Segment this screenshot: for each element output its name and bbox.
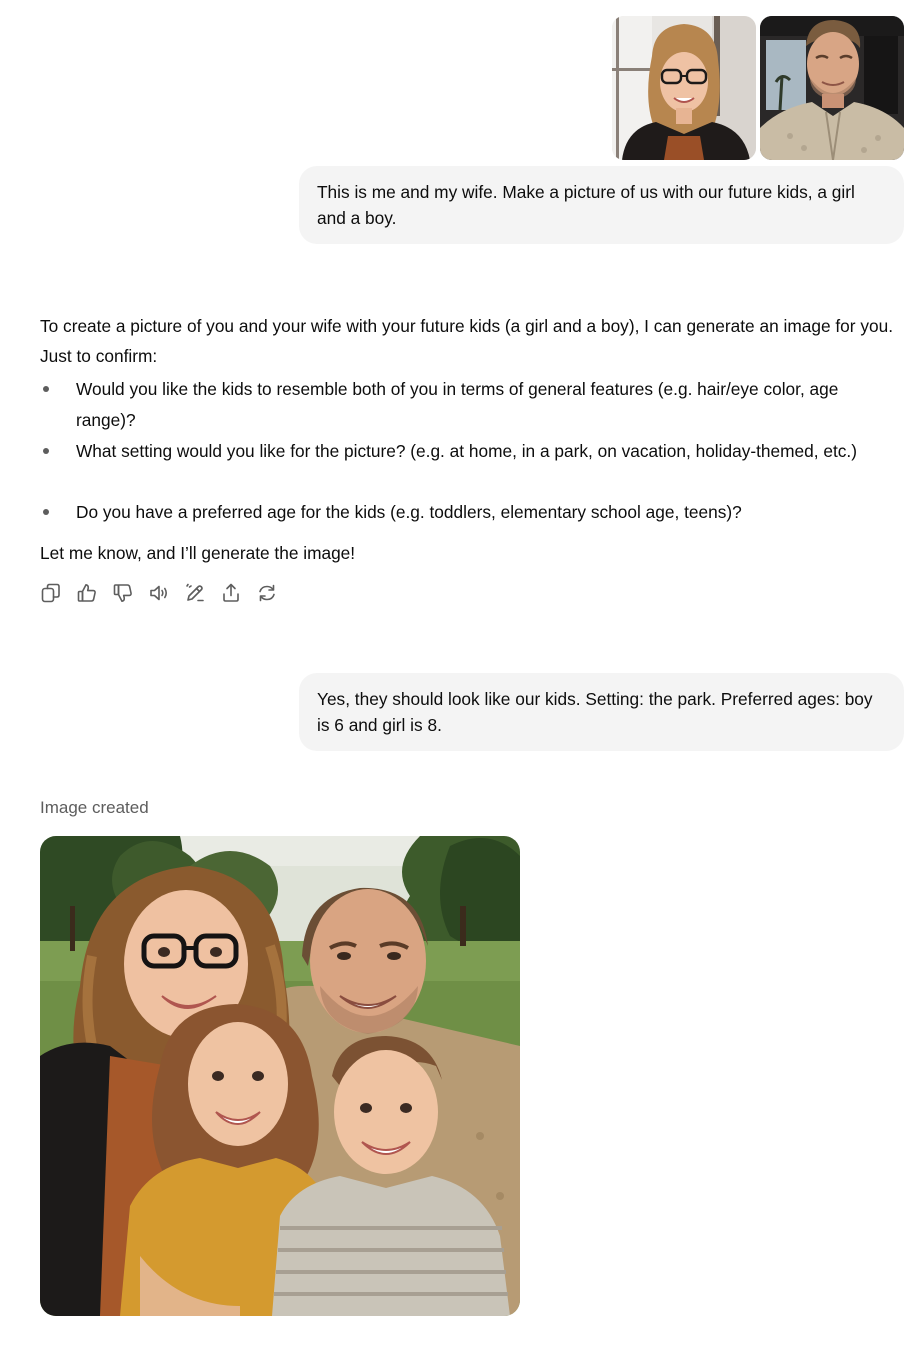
user-message-bubble — [299, 673, 904, 751]
copy-icon[interactable] — [40, 582, 62, 604]
user-photo-husband[interactable] — [760, 16, 904, 160]
share-icon[interactable] — [220, 582, 242, 604]
read-aloud-icon[interactable] — [148, 582, 170, 604]
edit-canvas-icon[interactable] — [184, 582, 206, 604]
generated-family-image[interactable] — [40, 836, 520, 1316]
assistant-intro-text: To create a picture of you and your wife with your future kids (a girl and a boy), I can generate an image for you. Just to confirm: — [40, 316, 893, 366]
image-created-label: Image created — [40, 798, 149, 817]
user-message-text: Yes, they should look like our kids. Setting: the park. Preferred ages: boy is 6 and girl is 8. — [317, 689, 873, 735]
thumbs-down-icon[interactable] — [112, 582, 134, 604]
bullet-dot — [43, 448, 49, 454]
list-item-text: Do you have a preferred age for the kids (e.g. toddlers, elementary school age, teens)? — [76, 502, 742, 522]
user-message-text: This is me and my wife. Make a picture of us with our future kids, a girl and a boy. — [317, 182, 855, 228]
bullet-dot — [43, 509, 49, 515]
bullet-dot — [43, 386, 49, 392]
thumbs-up-icon[interactable] — [76, 582, 98, 604]
regenerate-icon[interactable] — [256, 582, 278, 604]
list-item-text: What setting would you like for the picture? (e.g. at home, in a park, on vacation, holiday-themed, etc.) — [76, 441, 857, 461]
assistant-outro-text: Let me know, and I’ll generate the image! — [40, 543, 356, 563]
list-item-text: Would you like the kids to resemble both of you in terms of general features (e.g. hair/eye color, age range)? — [76, 379, 839, 430]
user-message-bubble — [299, 166, 904, 244]
user-photo-wife[interactable] — [612, 16, 756, 160]
